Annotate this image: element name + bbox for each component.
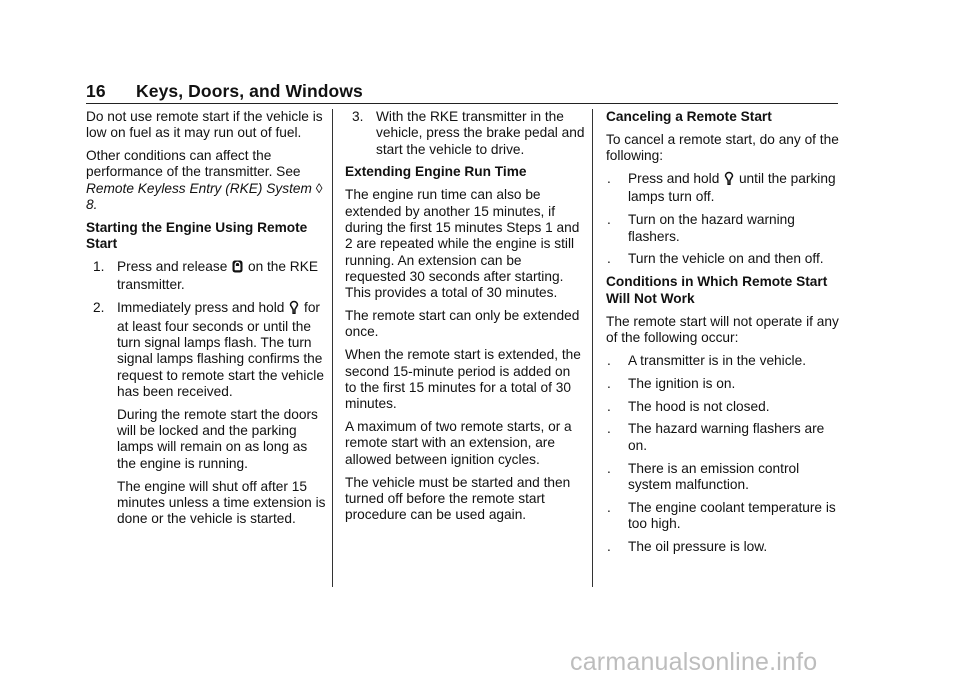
page-ref-arrow-icon: ◊ [315,180,323,196]
watermark: carmanualsonline.info [570,648,818,676]
list-item-text: The engine coolant temperature is too high. [628,499,836,532]
conditions-list [606,353,841,556]
paragraph-text: Other conditions can affect the performance of the transmitter. See [86,148,301,180]
paragraph: To cancel a remote start, do any of the following: [606,131,839,164]
list-item-text: The hood is not closed. [628,398,770,414]
paragraph: A maximum of two remote starts, or a remote start with an extension, are allowed between ignition cycles. [345,419,572,467]
list-item-text: There is an emission control system malfunction. [628,460,800,492]
remote-start-icon [724,171,734,189]
list-item [606,539,841,555]
list-item [606,376,841,392]
section-heading: Canceling a Remote Start [606,109,772,124]
step-2-detail: During the remote start the doors will be locked and the parking lamps will remain on as long as the engine is running. [117,406,318,471]
bullet-marker: . [607,499,611,515]
list-item-text: until the parking lamps turn off. [628,171,836,205]
paragraph: The remote start can only be extended once. [345,308,580,340]
step-text: on the RKE transmitter. [117,259,318,293]
list-item [606,171,841,206]
list-item [606,251,841,267]
lock-icon [232,260,243,277]
step-text: Press and release [117,259,228,275]
paragraph [86,148,326,213]
step-2 [86,300,326,400]
paragraph: The vehicle must be started and then turned off before the remote start procedure can be used again. [345,474,571,523]
list-item [606,461,841,494]
paragraph: The remote start will not operate if any of the following occur: [606,313,839,345]
bullet-marker: . [607,212,611,228]
step-text: Immediately press and hold [117,300,285,316]
page-header [86,81,363,102]
section-heading: Extending Engine Run Time [345,164,527,180]
step-number: 2. [93,300,105,316]
list-item [606,500,841,533]
step-number: 1. [93,259,105,275]
step-text: for at least four seconds or until the turn signal lamps flash. The turn signal lamps flashing confirms the request to remote start the vehicle has been received. [117,300,324,399]
paragraph: When the remote start is extended, the second 15-minute period is added on to the first 15 minutes for a total of 30 minutes. [345,347,581,412]
bullet-marker: . [607,421,611,437]
list-item-text: The oil pressure is low. [628,538,768,554]
list-item [606,421,841,454]
list-item-text: The ignition is on. [628,375,736,391]
list-item-text: Turn on the hazard warning flashers. [628,212,795,244]
list-item [606,353,841,369]
bullet-marker: . [607,460,611,476]
column-2 [345,109,585,530]
column-1 [86,109,326,534]
step-text: With the RKE transmitter in the vehicle, press the brake pedal and start the vehicle to drive. [376,109,585,157]
bullet-marker: . [607,375,611,391]
bullet-marker: . [607,352,611,368]
remote-start-icon [289,300,299,318]
step-1 [86,259,326,294]
list-item [606,212,841,245]
column-divider [332,109,333,587]
section-heading: Starting the Engine Using Remote Start [86,219,308,252]
list-item-text: A transmitter is in the vehicle. [628,352,807,368]
bullet-marker: . [607,538,611,554]
page-number: 16 [86,81,106,101]
list-item-text: The hazard warning flashers are on. [628,421,825,453]
page-ref[interactable]: 8. [86,197,98,213]
paragraph: Do not use remote start if the vehicle is low on fuel as it may run out of fuel. [86,109,323,141]
rke-link[interactable]: Remote Keyless Entry (RKE) System [86,180,312,196]
list-item-text: Press and hold [628,171,720,187]
header-rule [86,103,838,104]
bullet-marker: . [607,251,611,267]
section-title: Keys, Doors, and Windows [136,81,363,101]
step-3 [345,109,585,158]
bullet-marker: . [607,398,611,414]
bullet-marker: . [607,171,611,187]
list-item-text: Turn the vehicle on and then off. [628,251,824,267]
column-divider [592,109,593,587]
step-number: 3. [352,109,364,124]
paragraph: The engine run time can also be extended by another 15 minutes, if during the first 15 minutes Steps 1 and 2 are repeated while the engine is still running. An extension can be requested 30 seconds after starting. This provides a total of 30 minutes. [345,187,580,301]
column-3 [606,109,841,562]
section-heading: Conditions in Which Remote Start Will Not Work [606,274,828,306]
list-item [606,399,841,415]
step-2-detail: The engine will shut off after 15 minutes unless a time extension is done or the vehicle is started. [117,478,326,527]
